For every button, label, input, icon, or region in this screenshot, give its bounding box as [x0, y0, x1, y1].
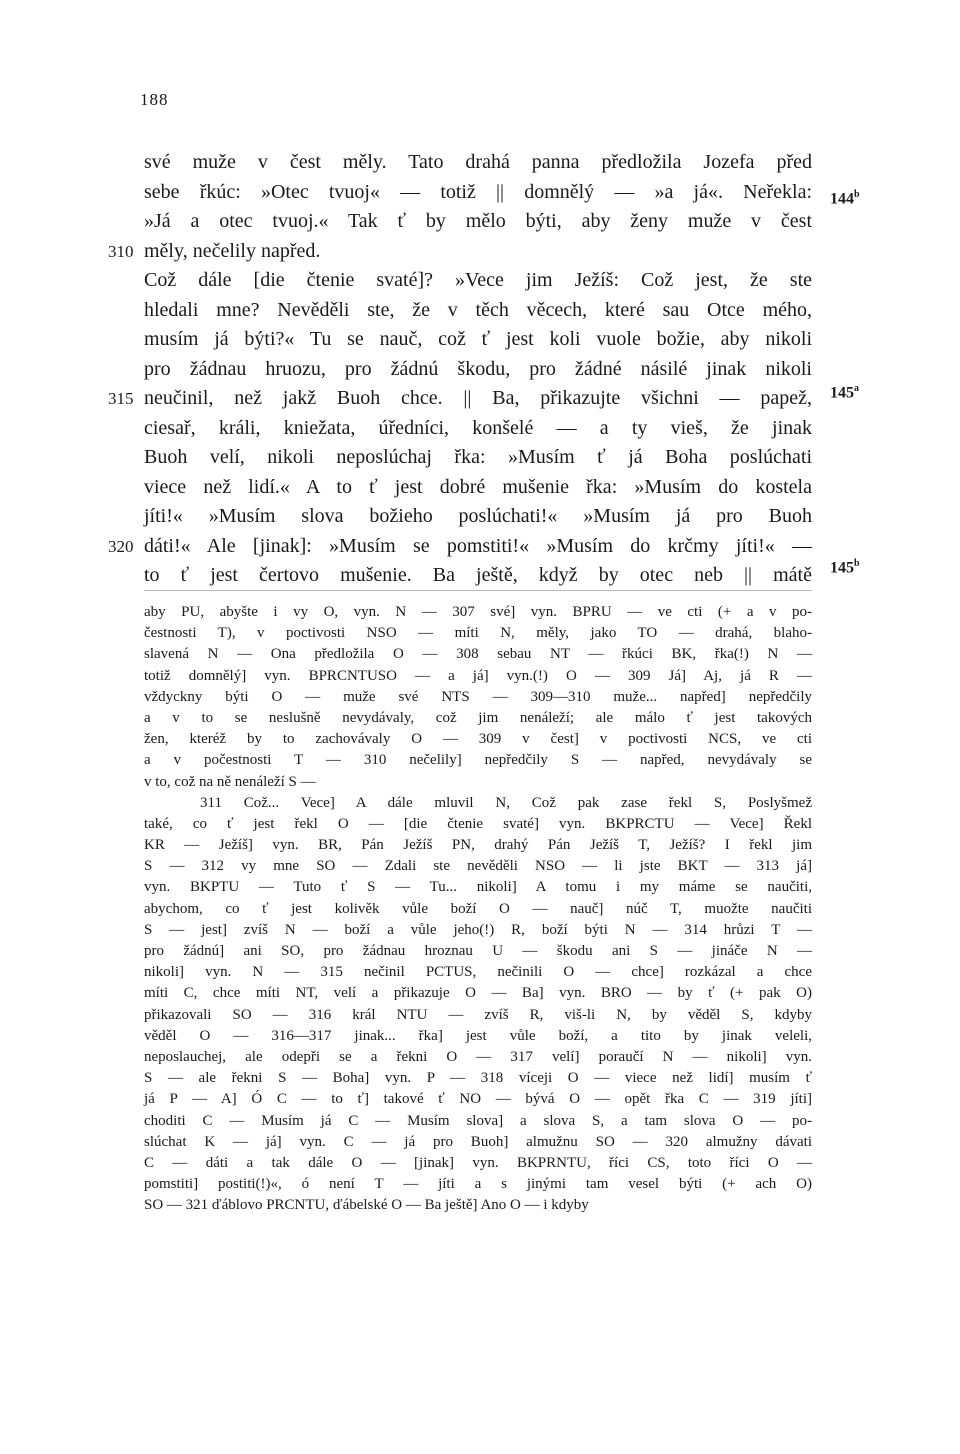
text-line [144, 502, 812, 532]
apparatus-line: S — 312 vy mne SO — Zdali ste nevěděli NSO — li jste BKT — 313 já] [144, 858, 812, 875]
line-text: Buoh velí, nikoli neposlúchaj řka: »Musím ť já Boha poslúchati [144, 446, 812, 468]
apparatus-line: čestnosti T), v poctivosti NSO — míti N, měly, jako TO — drahá, blaho- [144, 625, 812, 642]
line-text: viece než lidí.« A to ť jest dobré mušenie řka: »Musím do kostela [144, 475, 812, 498]
marginal-folio-145a: 145$^a$ [830, 383, 859, 402]
apparatus-line: žen, kteréž by to zachovávaly O — 309 v čest] v poctivosti NCS, ve cti [144, 731, 812, 748]
text-line [144, 178, 812, 208]
text-line [144, 296, 812, 326]
apparatus-line: pro žádnú] ani SO, pro žádnau hroznau U — škodu ani S — jináče N — [144, 943, 812, 959]
text-line [144, 414, 812, 444]
apparatus-line: míti C, chce míti NT, velí a přikazuje O — Ba] vyn. BRO — by ť (+ pak O) [144, 985, 812, 1002]
line-number: 320 [108, 536, 134, 556]
apparatus-line: nikoli] vyn. N — 315 nečinil PCTUS, nečinili O — chce] rozkázal a chce [144, 964, 812, 981]
page-number: 188 [140, 90, 169, 109]
apparatus-line: pomstiti] postiti(!)«, ó není T — jíti a s jinými tam vesel býti (+ ach O) [144, 1176, 812, 1193]
footnote-divider [144, 590, 812, 591]
apparatus-line: já P — A] Ó C — to ť] takové ť NO — bývá O — opět řka C — 319 jíti] [144, 1091, 812, 1108]
apparatus-line: choditi C — Musím já C — Musím slova] a slova S, a tam slova O — po- [144, 1112, 812, 1129]
apparatus-line: a v počestnosti T — 310 nečelily] nepředčily S — napřed, nevydávaly se [144, 752, 812, 769]
critical-apparatus [144, 602, 812, 1216]
text-line [144, 325, 812, 355]
apparatus-line: abychom, co ť jest kolivěk vůle boží O — nauč] núč T, muožte naučiti [144, 900, 812, 917]
line-text: dáti!« Ale [jinak]: »Musím se pomstiti!« »Musím do krčmy jíti!« — [144, 534, 812, 557]
apparatus-line: vždyckny býti O — muže své NTS — 309—310 muže... napřed] nepředčily [144, 688, 812, 705]
apparatus-line: totiž domnělý] vyn. BPRCNTUSO — a já] vyn.(!) O — 309 Já] Aj, já R — [144, 667, 812, 684]
line-text: jíti!« »Musím slova božieho poslúchati!« »Musím já pro Buoh [144, 505, 812, 527]
text-line [144, 473, 812, 503]
line-text: hledali mne? Nevěděli ste, že v těch věcech, které sau Otce mého, [144, 298, 812, 321]
line-text: musím já býti?« Tu se nauč, což ť jest koli vuole božie, aby nikoli [144, 328, 812, 350]
line-text: neučinil, než jakž Buoh chce. || Ba, přikazujte všichni — papež, [144, 387, 812, 409]
apparatus-line: C — dáti a tak dále O — [jinak] vyn. BKPRNTU, říci CS, toto říci O — [144, 1154, 812, 1171]
text-line [108, 237, 812, 267]
apparatus-line: 311 Což... Vece] A dále mluvil N, Což pak zase řekl S, Poslyšmež [200, 794, 812, 811]
apparatus-line: také, co ť jest řekl O — [die čtenie svaté] vyn. BKPRCTU — Vece] Řekl [144, 815, 812, 832]
line-number: 310 [108, 241, 134, 261]
apparatus-line: přikazovali SO — 316 král NTU — zvíš R, viš-li N, by věděl S, kdyby [144, 1006, 812, 1023]
apparatus-line: aby PU, abyšte i vy O, vyn. N — 307 své] vyn. BPRU — ve cti (+ a v po- [144, 604, 812, 620]
apparatus-line: slúchat K — já] vyn. C — já pro Buoh] almužnu SO — 320 almužny dávati [144, 1133, 812, 1150]
text-line [144, 148, 812, 178]
text-line [144, 207, 812, 237]
apparatus-line: vyn. BKPTU — Tuto ť S — Tu... nikoli] A tomu i my máme se naučiti, [144, 879, 812, 896]
text-line [144, 561, 812, 591]
marginal-folio-144b: 144$^b$ [830, 189, 860, 208]
apparatus-line: S — ale řekni S — Boha] vyn. P — 318 víceji O — viece než lidí] musím ť [144, 1070, 812, 1087]
marginal-folio-145b: 145$^b$ [830, 558, 860, 577]
line-text: Což dále [die čtenie svaté]? »Vece jim Ježíš: Což jest, že ste [144, 269, 812, 291]
line-text: to ť jest čertovo mušenie. Ba ještě, když by otec neb || mátě [144, 564, 812, 586]
text-line [108, 532, 812, 562]
apparatus-line: a v to se neslušně nevydávaly, což jim nenáleží; ale málo ť jest takových [144, 709, 812, 726]
apparatus-line: věděl O — 316—317 jinak... řka] jest vůle boží, a tito by jinak veleli, [144, 1027, 812, 1044]
text-line [144, 355, 812, 385]
line-text: ciesař, králi, kniežata, úředníci, konšelé — a ty vieš, že jinak [144, 416, 812, 439]
text-line [144, 266, 812, 296]
line-text: »Já a otec tvuoj.« Tak ť by mělo býti, aby ženy muže v čest [144, 210, 812, 232]
apparatus-line: S — jest] zvíš N — boží a vůle jeho(!) R, boží býti N — 314 hrůzi T — [144, 921, 812, 938]
text-line [108, 384, 812, 414]
text-line [144, 443, 812, 473]
apparatus-line: neposlauchej, ale odepři se a řekni O — 317 velí] poraučí N — nikoli] vyn. [144, 1048, 812, 1065]
line-text: měly, nečelily napřed. [144, 239, 321, 262]
apparatus-line: KR — Ježíš] vyn. BR, Pán Ježíš PN, drahý Pán Ježíš T, Ježíš? I řekl jim [144, 837, 812, 854]
apparatus-line: SO — 321 ďáblovo PRCNTU, ďábelské O — Ba ještě] Ano O — i kdyby [144, 1197, 589, 1214]
line-text: své muže v čest měly. Tato drahá panna předložila Jozefa před [144, 151, 812, 173]
apparatus-line: v to, což na ně nenáleží S — [144, 773, 316, 790]
apparatus-line: slavená N — Ona předložila O — 308 sebau NT — řkúci BK, řka(!) N — [144, 646, 812, 663]
line-text: pro žádnau hruozu, pro žádnú škodu, pro žádné násilé jinak nikoli [144, 357, 812, 380]
main-text [108, 148, 812, 591]
line-number: 315 [108, 389, 134, 408]
line-text: sebe řkúc: »Otec tvuoj« — totiž || domnělý — »a já«. Neřekla: [144, 180, 812, 203]
